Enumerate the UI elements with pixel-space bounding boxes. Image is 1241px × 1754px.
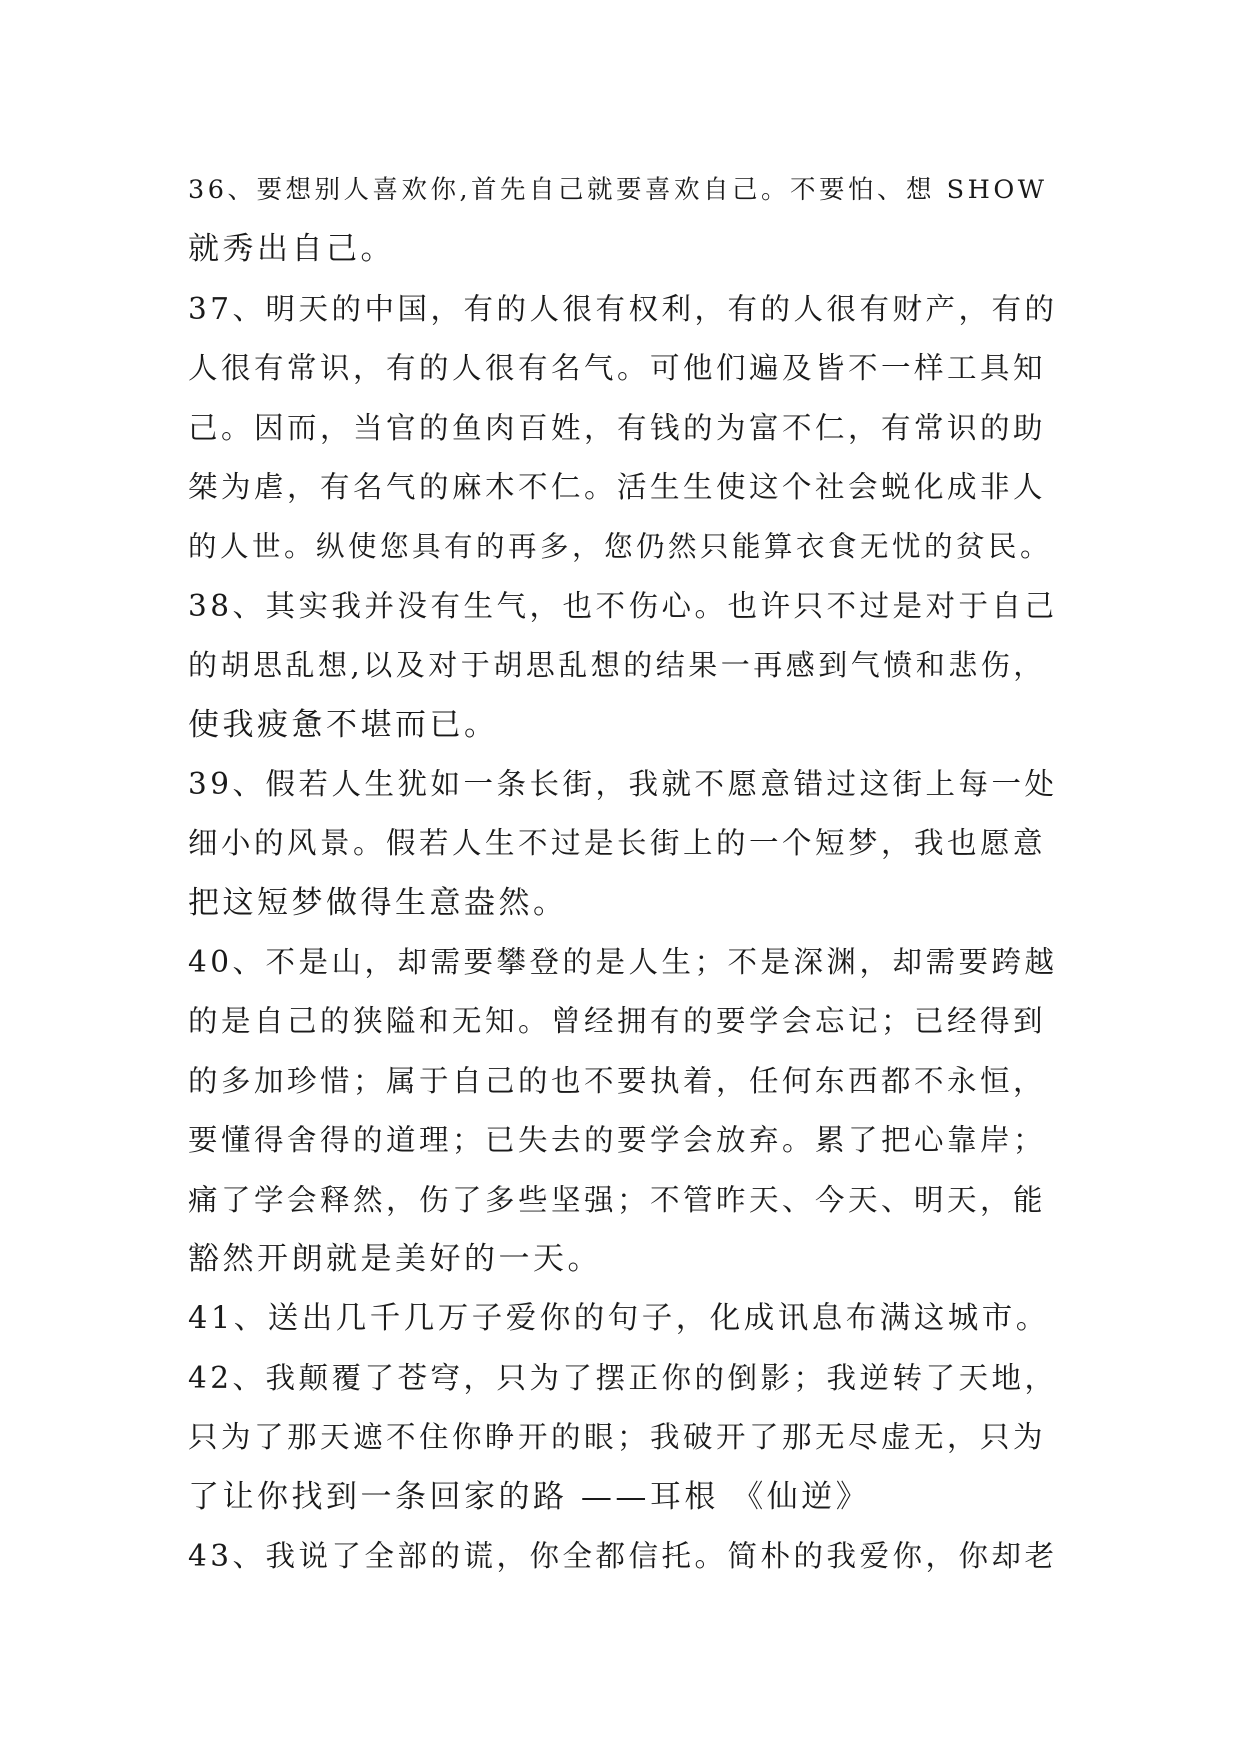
- text-line: 40、不是山，却需要攀登的是人生；不是深渊，却需要跨越: [188, 945, 1058, 980]
- text-line: 的多加珍惜；属于自己的也不要执着，任何东西都不永恒，: [188, 1063, 1047, 1098]
- text-line: 的是自己的狭隘和无知。曾经拥有的要学会忘记；已经得到: [188, 1004, 1047, 1039]
- text-line: 43、我说了全部的谎，你全都信托。简朴的我爱你，你却老: [188, 1538, 1058, 1573]
- text-line: 37、明天的中国，有的人很有权利，有的人很有财产，有的: [188, 291, 1058, 326]
- text-line: 了让你找到一条回家的路 ——耳根 《仙逆》: [188, 1478, 871, 1515]
- text-line: 己。因而，当官的鱼肉百姓，有钱的为富不仁，有常识的助: [188, 410, 1047, 445]
- text-line: 36、要想别人喜欢你,首先自己就要喜欢自己。不要怕、想 SHOW: [188, 175, 1048, 205]
- text-line: 痛了学会释然，伤了多些坚强；不管昨天、今天、明天，能: [188, 1182, 1047, 1217]
- text-line: 细小的风景。假若人生不过是长街上的一个短梦，我也愿意: [188, 826, 1047, 861]
- text-line: 豁然开朗就是美好的一天。: [188, 1241, 602, 1278]
- body-text: [188, 161, 1058, 1586]
- text-line: 38、其实我并没有生气，也不伤心。也许只不过是对于自己: [188, 588, 1058, 623]
- text-line: 只为了那天遮不住你睁开的眼；我破开了那无尽虚无，只为: [188, 1420, 1047, 1455]
- text-line: 要懂得舍得的道理；已失去的要学会放弃。累了把心靠岸；: [188, 1123, 1047, 1158]
- text-line: 42、我颠覆了苍穹，只为了摆正你的倒影；我逆转了天地，: [188, 1360, 1058, 1395]
- text-line: 使我疲惫不堪而已。: [188, 706, 499, 743]
- text-line: 人很有常识，有的人很有名气。可他们遍及皆不一样工具知: [188, 351, 1047, 386]
- text-line: 的人世。纵使您具有的再多，您仍然只能算衣食无忧的贫民。: [188, 530, 1053, 564]
- text-line: 39、假若人生犹如一条长街，我就不愿意错过这街上每一处: [188, 766, 1058, 801]
- text-line: 41、送出几千几万子爱你的句子，化成讯息布满这城市。: [188, 1301, 1050, 1337]
- text-line: 桀为虐，有名气的麻木不仁。活生生使这个社会蜕化成非人: [188, 469, 1047, 504]
- text-line: 的胡思乱想,以及对于胡思乱想的结果一再感到气愤和悲伤，: [188, 648, 1046, 683]
- text-line: 就秀出自己。: [188, 231, 395, 268]
- text-line: 把这短梦做得生意盎然。: [188, 884, 568, 921]
